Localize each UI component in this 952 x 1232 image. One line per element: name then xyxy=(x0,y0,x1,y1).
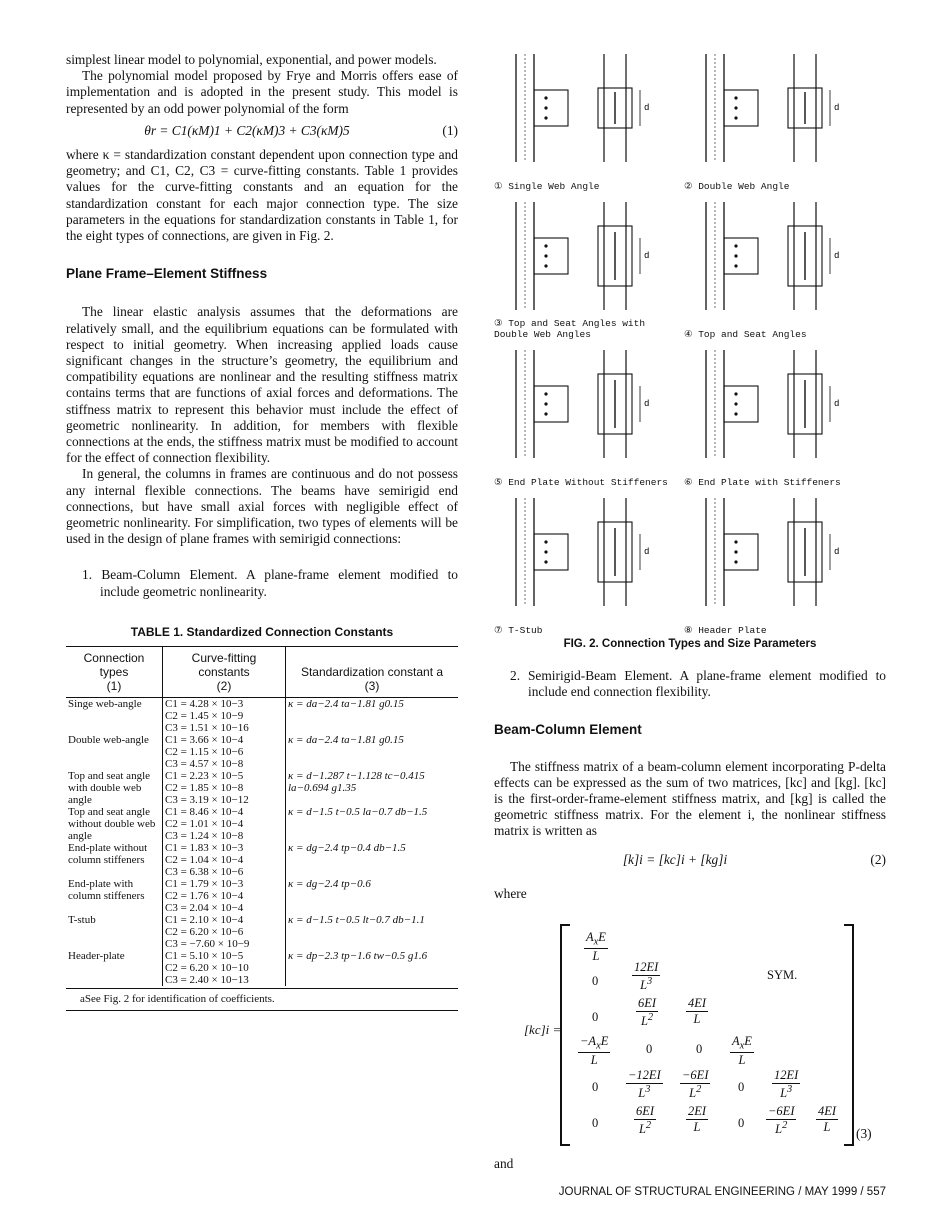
constants-cell xyxy=(163,770,286,806)
constant-value: C2 = 1.04 × 10−4 xyxy=(165,854,244,867)
list-item: 1. Beam-Column Element. A plane-frame element modified to include geometric nonlinearity. xyxy=(82,567,458,599)
constants-cell xyxy=(163,950,286,986)
connection-diagram xyxy=(494,198,674,340)
stiffness-matrix: $A_xE$ L 0 $\frac{12EI}{L^3}$ SYM. 0 $\frac{6EI}{L^2}$ $\frac{4EI}{L}$ $-A_xE$ L 0 0 $A_xE$ L 0 $\frac{-12EI}{L^3}$ $\frac{-6EI}{L^2}$ 0 $\frac{12EI}{L^3}$ 0 $\frac{6EI}{L^2}$ $\frac{2EI}{L}$ 0 $\frac{-6EI}{L^2}$ $\frac{4EI}{L}$ xyxy=(560,924,854,1146)
connection-sketch xyxy=(494,198,674,318)
constant-value: C2 = 6.20 × 10−6 xyxy=(165,926,244,939)
table-row xyxy=(66,698,458,735)
equation-1 xyxy=(66,123,458,139)
standardization-cell: κ = da−2.4 ta−1.81 g0.15 xyxy=(288,734,404,747)
constant-value: C1 = 4.28 × 10−3 xyxy=(165,698,244,711)
connection-type-cell: Top and seat angle with double web angle xyxy=(66,770,163,806)
table-caption: TABLE 1. Standardized Connection Constants xyxy=(130,624,394,639)
figure-2 xyxy=(494,50,886,636)
constant-value: C3 = 2.40 × 10−13 xyxy=(165,974,249,987)
connection-sketch xyxy=(684,198,864,318)
table-row xyxy=(66,950,458,986)
paragraph: The stiffness matrix of a beam-column element incorporating P-delta effects can be expressed as the sum of two matrices, [kc] and [kg]. [kc] is the first-order-frame-element stiffness matrix, and [kg] is called the geometric stiffness matrix. For the element i, the nonlinear stiffness matrix is written as xyxy=(494,758,886,839)
constant-value: C1 = 1.83 × 10−3 xyxy=(165,842,244,855)
table-footnote: aSee Fig. 2 for identification of coefficients. xyxy=(66,988,458,1011)
connection-type-cell: Singe web-angle xyxy=(66,698,163,735)
paragraph: where xyxy=(494,885,527,901)
constant-value: C1 = 5.10 × 10−5 xyxy=(165,950,244,963)
constant-value: C2 = 1.85 × 10−8 xyxy=(165,782,244,795)
connection-diagram xyxy=(684,494,864,636)
matrix-label: [kc]i = xyxy=(524,1022,562,1037)
diagram-label: ⑦ T-Stub xyxy=(494,625,543,636)
connection-type-cell: Double web-angle xyxy=(66,734,163,770)
constant-value: C3 = 6.38 × 10−6 xyxy=(165,866,244,879)
constants-cell xyxy=(163,914,286,950)
connection-diagram xyxy=(494,494,674,636)
connection-type-cell: Header-plate xyxy=(66,950,163,986)
equation-number: (1) xyxy=(442,122,458,138)
diagram-label: ⑧ Header Plate xyxy=(684,625,767,636)
connection-type-cell: Top and seat angle without double web angle xyxy=(66,806,163,842)
connection-sketch xyxy=(684,494,864,614)
constant-value: C2 = 1.15 × 10−6 xyxy=(165,746,244,759)
standardization-cell: κ = dg−2.4 tp−0.4 db−1.5 xyxy=(288,842,406,855)
table-row xyxy=(66,878,458,914)
diagram-label: ① Single Web Angle xyxy=(494,181,600,192)
svg-text:d: d xyxy=(834,399,840,409)
constant-value: C2 = 1.45 × 10−9 xyxy=(165,710,244,723)
connection-diagram xyxy=(684,50,864,192)
connection-type-cell: End-plate with column stiffeners xyxy=(66,878,163,914)
standardization-cell: κ = d−1.5 t−0.5 la−0.7 db−1.5 xyxy=(288,806,428,819)
constant-value: C1 = 3.66 × 10−4 xyxy=(165,734,244,747)
diagram-label: ⑥ End Plate with Stiffeners xyxy=(684,477,841,488)
connection-sketch xyxy=(494,346,674,466)
connection-diagram xyxy=(684,198,864,340)
paragraph: The polynomial model proposed by Frye and Morris offers ease of implementation and is adopted in the present study. This model is represented by an odd power polynomial of the form xyxy=(66,68,458,116)
connection-sketch xyxy=(494,50,674,170)
column-header: Curve-fitting constants (2) xyxy=(163,647,286,698)
constant-value: C3 = 2.04 × 10−4 xyxy=(165,902,244,915)
table-row xyxy=(66,914,458,950)
connection-type-cell: T-stub xyxy=(66,914,163,950)
constant-value: C1 = 1.79 × 10−3 xyxy=(165,878,244,891)
page-footer: JOURNAL OF STRUCTURAL ENGINEERING / MAY 1999 / 557 xyxy=(558,1186,886,1198)
standardization-cell: κ = d−1.5 t−0.5 lt−0.7 db−1.1 xyxy=(288,914,425,927)
constant-value: C1 = 2.23 × 10−5 xyxy=(165,770,244,783)
diagram-label: ② Double Web Angle xyxy=(684,181,790,192)
table-row xyxy=(66,734,458,770)
connection-diagram xyxy=(494,346,674,488)
constants-cell xyxy=(163,842,286,878)
right-column xyxy=(494,668,886,902)
paragraph: In general, the columns in frames are continuous and do not possess any internal flexible connections. The beams have semirigid end connections, but have small axial forces with negligible effect of geometric nonlinearity. For simplification, two types of elements will be used in the design of plane frames with semirigid connections: xyxy=(66,466,458,547)
constant-value: C3 = 4.57 × 10−8 xyxy=(165,758,244,771)
table-row xyxy=(66,842,458,878)
table-row xyxy=(66,770,458,806)
constant-value: C3 = 3.19 × 10−12 xyxy=(165,794,249,807)
constant-value: C3 = 1.51 × 10−16 xyxy=(165,722,249,735)
left-column xyxy=(66,52,458,1011)
column-header: Standardization constant a (3) xyxy=(300,665,444,694)
standardization-cell: κ = d−1.287 t−1.128 tc−0.415 la−0.694 g1.35 xyxy=(288,770,425,795)
column-header: Connection types (1) xyxy=(66,647,163,698)
section-heading: Beam-Column Element xyxy=(494,722,642,738)
standardization-cell: κ = dp−2.3 tp−1.6 tw−0.5 g1.6 xyxy=(288,950,428,963)
standardization-cell: κ = da−2.4 ta−1.81 g0.15 xyxy=(288,698,404,711)
constants-cell xyxy=(163,806,286,842)
equation-body: θr = C1(κM)1 + C2(κM)3 + C3(κM)5 xyxy=(144,122,350,138)
connection-diagram xyxy=(684,346,864,488)
constant-value: C3 = 1.24 × 10−8 xyxy=(165,830,244,843)
figure-caption: FIG. 2. Connection Types and Size Parameters xyxy=(563,638,817,650)
paragraph: where κ = standardization constant dependent upon connection type and geometry; and C1, C2, C3 = curve-fitting constants. Table 1 provides values for the curve-fitting constants and an equation for the standardization constant for each major connection type. The size parameters in the equations for standardization constants in Table 1, for the eight types of connections, are given in Fig. 2. xyxy=(66,147,458,244)
connection-sketch xyxy=(684,346,864,466)
sym-label: SYM. xyxy=(767,968,798,982)
svg-text:d: d xyxy=(644,399,650,409)
constant-value: C1 = 2.10 × 10−4 xyxy=(165,914,244,927)
section-heading: Plane Frame–Element Stiffness xyxy=(66,266,268,282)
equation-body: [k]i = [kc]i + [kg]i xyxy=(622,851,728,867)
constant-value: C2 = 6.20 × 10−10 xyxy=(165,962,249,975)
equation-number: (3) xyxy=(856,1126,872,1141)
constants-cell xyxy=(163,698,286,735)
paragraph: The linear elastic analysis assumes that the deformations are relatively small, and the equilibrium equations can be formulated with respect to initial geometry. When increasing applied loads cause significant changes in the structure’s geometry, the equilibrium and compatibility equations are nonlinear and the resulting stiffness matrix contains terms that are functions of axial forces and deformations. The stiffness matrix to represent this behavior must include the effect of geometric nonlinearity. In addition, for members with flexible connections at the ends, the stiffness matrix must be modified to account for the effect of connection flexibility. xyxy=(66,304,458,466)
table-row xyxy=(66,806,458,842)
svg-text:d: d xyxy=(834,103,840,113)
standardization-cell: κ = dg−2.4 tp−0.6 xyxy=(288,878,371,891)
diagram-label: ④ Top and Seat Angles xyxy=(684,329,807,340)
table-1 xyxy=(66,624,458,1011)
constant-value: C2 = 1.01 × 10−4 xyxy=(165,818,244,831)
paragraph: simplest linear model to polynomial, exponential, and power models. xyxy=(66,52,437,67)
constant-value: C1 = 8.46 × 10−4 xyxy=(165,806,244,819)
paragraph: and xyxy=(494,1156,514,1171)
diagram-label: ⑤ End Plate Without Stiffeners xyxy=(494,477,668,488)
connection-sketch xyxy=(684,50,864,170)
equation-2 xyxy=(494,852,886,868)
svg-text:d: d xyxy=(834,547,840,557)
connection-diagram xyxy=(494,50,674,192)
diagram-label: ③ Top and Seat Angles with Double Web Angles xyxy=(494,318,646,340)
svg-text:d: d xyxy=(644,547,650,557)
constant-value: C3 = −7.60 × 10−9 xyxy=(165,938,250,951)
equation-number: (2) xyxy=(870,851,886,867)
svg-text:d: d xyxy=(834,251,840,261)
svg-text:d: d xyxy=(644,251,650,261)
connection-type-cell: End-plate without column stiffeners xyxy=(66,842,163,878)
constants-cell xyxy=(163,878,286,914)
svg-text:d: d xyxy=(644,103,650,113)
constants-cell xyxy=(163,734,286,770)
list-item: 2. Semirigid-Beam Element. A plane-frame element modified to include end connection flexibility. xyxy=(510,668,886,700)
connection-sketch xyxy=(494,494,674,614)
constant-value: C2 = 1.76 × 10−4 xyxy=(165,890,244,903)
